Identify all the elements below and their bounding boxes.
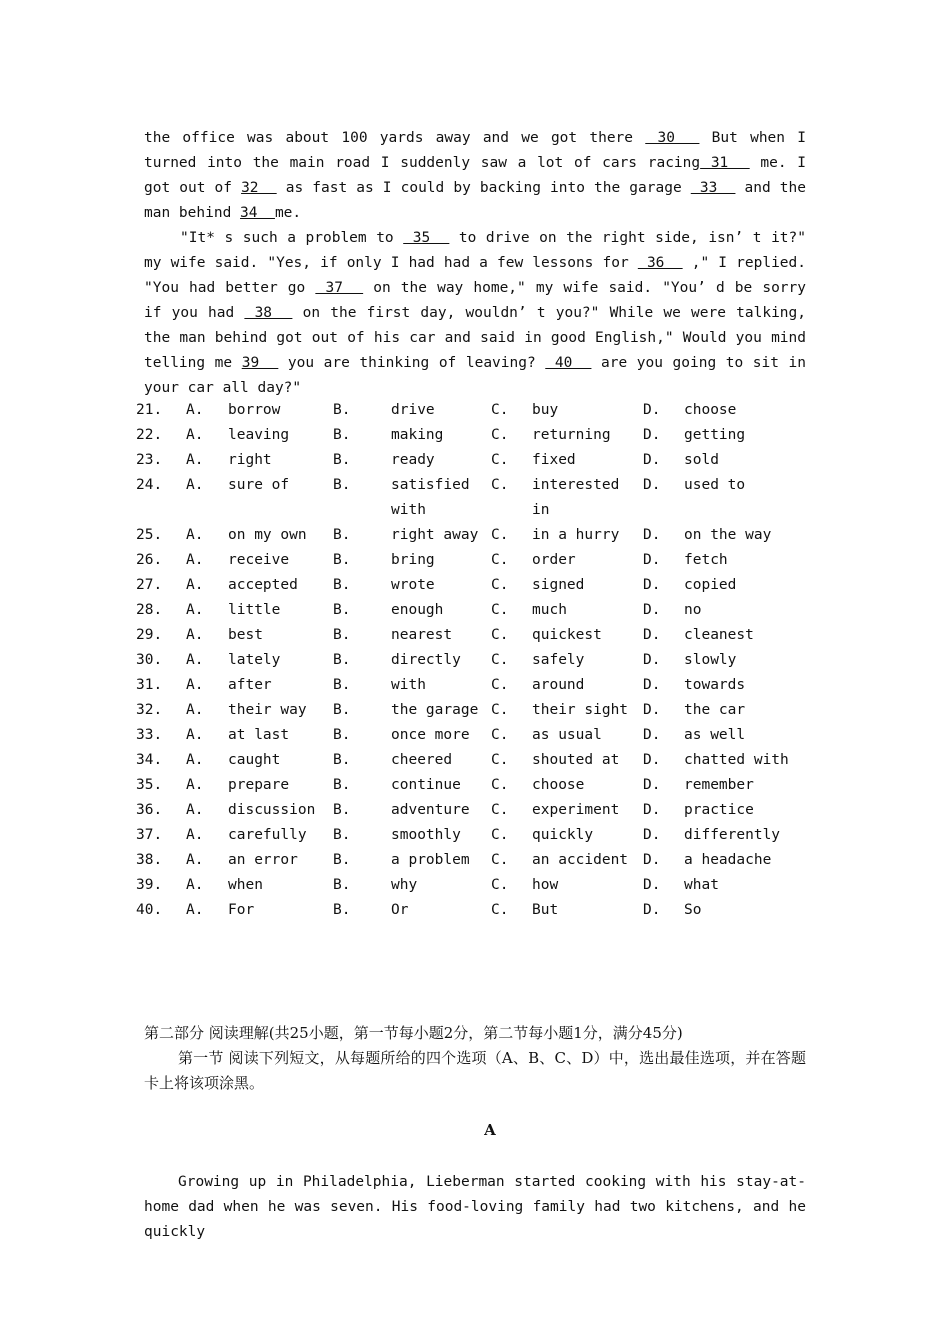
option-c-text: fixed (532, 452, 576, 468)
option-d-text: differently (684, 827, 781, 843)
blank-33: 33 (690, 180, 736, 196)
option-row (136, 473, 816, 523)
option-letter: D. (643, 427, 661, 443)
option-c-text: interested in (532, 477, 620, 518)
passage-text: you are thinking of leaving? (278, 355, 546, 371)
passage-text: are you going to sit in your car all day?" (144, 355, 806, 396)
question-number: 29. (136, 627, 163, 643)
option-c-text: experiment (532, 802, 620, 818)
option-d-text: practice (684, 802, 754, 818)
option-letter: C. (491, 427, 509, 443)
option-letter: A. (186, 552, 204, 568)
option-letter: B. (333, 602, 351, 618)
option-c-text: an accident (532, 852, 629, 868)
option-a-text: on my own (228, 527, 307, 543)
passage-text: on the first day, wouldn’ t you?" While we were talking, the man behind got out of his car and said in good English," Would you mind telling me (144, 305, 806, 371)
option-b-text: satisfied with (391, 477, 470, 518)
cloze-passage (144, 126, 806, 401)
option-b-text: bring (391, 552, 435, 568)
option-letter: B. (333, 402, 351, 418)
options-table (136, 398, 816, 923)
option-c-text: quickest (532, 627, 602, 643)
question-number: 30. (136, 652, 163, 668)
passage-paragraph-2 (144, 226, 806, 401)
option-letter: C. (491, 827, 509, 843)
option-a-text: receive (228, 552, 290, 568)
question-number: 31. (136, 677, 163, 693)
option-letter: D. (643, 452, 661, 468)
option-letter: A. (186, 577, 204, 593)
option-letter: B. (333, 827, 351, 843)
option-letter: C. (491, 477, 509, 493)
passage-paragraph-1 (144, 126, 806, 226)
option-letter: C. (491, 627, 509, 643)
option-a-text: little (228, 602, 281, 618)
option-c-text: their sight (532, 702, 629, 718)
option-d-text: So (684, 902, 702, 918)
passage-letter: A (484, 1121, 496, 1139)
option-letter: D. (643, 827, 661, 843)
option-letter: D. (643, 627, 661, 643)
question-number: 27. (136, 577, 163, 593)
question-number: 36. (136, 802, 163, 818)
option-letter: D. (643, 477, 661, 493)
option-letter: D. (643, 752, 661, 768)
passage-text: me. (274, 205, 302, 221)
option-row (136, 798, 816, 823)
option-b-text: cheered (391, 752, 453, 768)
option-row (136, 548, 816, 573)
option-c-text: quickly (532, 827, 594, 843)
option-letter: A. (186, 852, 204, 868)
option-letter: B. (333, 902, 351, 918)
option-a-text: prepare (228, 777, 290, 793)
blank-32: 32 (241, 180, 277, 196)
option-d-text: cleanest (684, 627, 754, 643)
question-number: 22. (136, 427, 163, 443)
section-heading: 第二部分 阅读理解(共25小题，第一节每小题2分，第二节每小题1分，满分45分) (144, 1024, 683, 1042)
section-instruction: 第一节 阅读下列短文，从每题所给的四个选项（A、B、C、D）中，选出最佳选项，并在答题卡上将该项涂黑。 (144, 1049, 806, 1092)
passage-text: ," I replied. "You had better go (144, 255, 806, 296)
option-letter: D. (643, 877, 661, 893)
option-letter: A. (186, 752, 204, 768)
option-letter: B. (333, 677, 351, 693)
option-d-text: chatted with (684, 752, 789, 768)
option-d-text: fetch (684, 552, 728, 568)
option-letter: B. (333, 877, 351, 893)
option-row (136, 698, 816, 723)
option-c-text: safely (532, 652, 585, 668)
blank-38: 38 (244, 305, 293, 321)
passage-text: as fast as I could by backing into the garage (276, 180, 691, 196)
option-row (136, 823, 816, 848)
option-letter: C. (491, 577, 509, 593)
option-b-text: ready (391, 452, 435, 468)
reading-passage-a: Growing up in Philadelphia, Lieberman started cooking with his stay-at-home dad when he was seven. His food-loving family had two kitchens, and he quickly (144, 1174, 806, 1240)
option-a-text: after (228, 677, 272, 693)
question-number: 40. (136, 902, 163, 918)
option-row (136, 723, 816, 748)
option-letter: C. (491, 702, 509, 718)
question-number: 21. (136, 402, 163, 418)
option-a-text: caught (228, 752, 281, 768)
option-letter: C. (491, 727, 509, 743)
option-letter: A. (186, 652, 204, 668)
passage-text: "It* s such a problem to (180, 230, 404, 246)
blank-34: 34 (240, 205, 275, 221)
option-letter: D. (643, 852, 661, 868)
question-number: 39. (136, 877, 163, 893)
option-b-text: wrote (391, 577, 435, 593)
question-number: 26. (136, 552, 163, 568)
option-a-text: sure of (228, 477, 290, 493)
option-letter: B. (333, 527, 351, 543)
option-letter: B. (333, 752, 351, 768)
option-c-text: order (532, 552, 576, 568)
blank-31: 31 (700, 155, 750, 171)
option-d-text: used to (684, 477, 746, 493)
option-a-text: best (228, 627, 263, 643)
option-a-text: when (228, 877, 263, 893)
option-letter: C. (491, 777, 509, 793)
option-row (136, 648, 816, 673)
option-letter: A. (186, 477, 204, 493)
option-letter: D. (643, 527, 661, 543)
option-a-text: For (228, 902, 255, 918)
option-row (136, 873, 816, 898)
option-b-text: continue (391, 777, 461, 793)
option-letter: C. (491, 852, 509, 868)
question-number: 23. (136, 452, 163, 468)
question-number: 37. (136, 827, 163, 843)
option-a-text: lately (228, 652, 281, 668)
option-d-text: as well (684, 727, 746, 743)
option-b-text: a problem (391, 852, 470, 868)
option-letter: B. (333, 727, 351, 743)
blank-40: 40 (545, 355, 592, 371)
question-number: 33. (136, 727, 163, 743)
question-number: 25. (136, 527, 163, 543)
option-b-text: with (391, 677, 426, 693)
option-b-text: the garage (391, 702, 479, 718)
question-number: 35. (136, 777, 163, 793)
option-letter: B. (333, 552, 351, 568)
option-letter: D. (643, 802, 661, 818)
passage-text: But when I turned into the main road I suddenly saw a lot of cars racing (144, 130, 806, 171)
option-letter: D. (643, 727, 661, 743)
option-d-text: towards (684, 677, 746, 693)
option-letter: C. (491, 527, 509, 543)
option-letter: D. (643, 677, 661, 693)
option-d-text: choose (684, 402, 737, 418)
option-c-text: choose (532, 777, 585, 793)
blank-36: 36 (637, 255, 683, 271)
option-d-text: copied (684, 577, 737, 593)
option-a-text: discussion (228, 802, 316, 818)
option-letter: D. (643, 652, 661, 668)
option-letter: B. (333, 777, 351, 793)
question-number: 38. (136, 852, 163, 868)
option-row (136, 748, 816, 773)
option-letter: C. (491, 452, 509, 468)
option-letter: A. (186, 827, 204, 843)
option-c-text: around (532, 677, 585, 693)
option-c-text: as usual (532, 727, 602, 743)
option-letter: A. (186, 602, 204, 618)
option-row (136, 573, 816, 598)
option-d-text: on the way (684, 527, 772, 543)
option-letter: A. (186, 677, 204, 693)
question-number: 34. (136, 752, 163, 768)
option-letter: C. (491, 902, 509, 918)
question-number: 24. (136, 477, 163, 493)
option-letter: B. (333, 577, 351, 593)
option-letter: B. (333, 427, 351, 443)
option-a-text: accepted (228, 577, 298, 593)
option-b-text: why (391, 877, 418, 893)
option-a-text: at last (228, 727, 290, 743)
option-letter: A. (186, 902, 204, 918)
option-row (136, 398, 816, 423)
option-row (136, 848, 816, 873)
option-row (136, 423, 816, 448)
option-letter: A. (186, 877, 204, 893)
option-letter: C. (491, 552, 509, 568)
option-a-text: their way (228, 702, 307, 718)
option-c-text: in a hurry (532, 527, 620, 543)
option-c-text: buy (532, 402, 559, 418)
option-a-text: right (228, 452, 272, 468)
option-b-text: adventure (391, 802, 470, 818)
option-letter: C. (491, 677, 509, 693)
option-letter: D. (643, 777, 661, 793)
option-letter: A. (186, 452, 204, 468)
option-d-text: no (684, 602, 702, 618)
option-letter: D. (643, 702, 661, 718)
option-b-text: drive (391, 402, 435, 418)
blank-37: 37 (315, 280, 364, 296)
option-b-text: smoothly (391, 827, 461, 843)
option-letter: D. (643, 577, 661, 593)
option-c-text: shouted at (532, 752, 620, 768)
passage-text: me. I got out of (144, 155, 806, 196)
option-letter: B. (333, 802, 351, 818)
option-letter: D. (643, 402, 661, 418)
passage-text: and the man behind (144, 180, 806, 221)
option-letter: A. (186, 802, 204, 818)
option-letter: A. (186, 627, 204, 643)
option-letter: C. (491, 802, 509, 818)
option-row (136, 448, 816, 473)
option-row (136, 598, 816, 623)
blank-39: 39 (241, 355, 279, 371)
option-row (136, 523, 816, 548)
option-letter: B. (333, 627, 351, 643)
option-b-text: directly (391, 652, 461, 668)
option-d-text: getting (684, 427, 746, 443)
passage-text: on the way home," my wife said. "You’ d be sorry if you had (144, 280, 806, 321)
passage-text: the office was about 100 yards away and we got there (144, 130, 646, 146)
option-a-text: an error (228, 852, 298, 868)
option-letter: A. (186, 427, 204, 443)
option-letter: B. (333, 477, 351, 493)
question-number: 28. (136, 602, 163, 618)
option-b-text: nearest (391, 627, 453, 643)
option-letter: B. (333, 702, 351, 718)
option-letter: C. (491, 752, 509, 768)
option-d-text: what (684, 877, 719, 893)
option-a-text: borrow (228, 402, 281, 418)
option-letter: D. (643, 552, 661, 568)
option-letter: C. (491, 877, 509, 893)
option-b-text: once more (391, 727, 470, 743)
option-b-text: making (391, 427, 444, 443)
option-b-text: Or (391, 902, 409, 918)
blank-30: 30 (645, 130, 700, 146)
option-d-text: the car (684, 702, 746, 718)
option-row (136, 773, 816, 798)
option-d-text: a headache (684, 852, 772, 868)
option-c-text: much (532, 602, 567, 618)
question-number: 32. (136, 702, 163, 718)
option-letter: B. (333, 852, 351, 868)
option-row (136, 673, 816, 698)
option-b-text: enough (391, 602, 444, 618)
option-letter: A. (186, 402, 204, 418)
option-d-text: remember (684, 777, 754, 793)
option-letter: D. (643, 902, 661, 918)
option-c-text: returning (532, 427, 611, 443)
option-a-text: carefully (228, 827, 307, 843)
option-c-text: signed (532, 577, 585, 593)
option-letter: C. (491, 402, 509, 418)
option-letter: C. (491, 652, 509, 668)
passage-text: to drive on the right side, isn’ t it?" my wife said. "Yes, if only I had had a few lessons for (144, 230, 806, 271)
option-row (136, 623, 816, 648)
option-letter: A. (186, 702, 204, 718)
option-d-text: sold (684, 452, 719, 468)
option-letter: A. (186, 777, 204, 793)
option-a-text: leaving (228, 427, 290, 443)
option-letter: D. (643, 602, 661, 618)
option-c-text: But (532, 902, 559, 918)
blank-35: 35 (403, 230, 450, 246)
option-letter: A. (186, 727, 204, 743)
option-row (136, 898, 816, 923)
option-letter: B. (333, 452, 351, 468)
option-letter: A. (186, 527, 204, 543)
option-letter: C. (491, 602, 509, 618)
option-d-text: slowly (684, 652, 737, 668)
option-letter: B. (333, 652, 351, 668)
option-b-text: right away (391, 527, 479, 543)
option-c-text: how (532, 877, 559, 893)
